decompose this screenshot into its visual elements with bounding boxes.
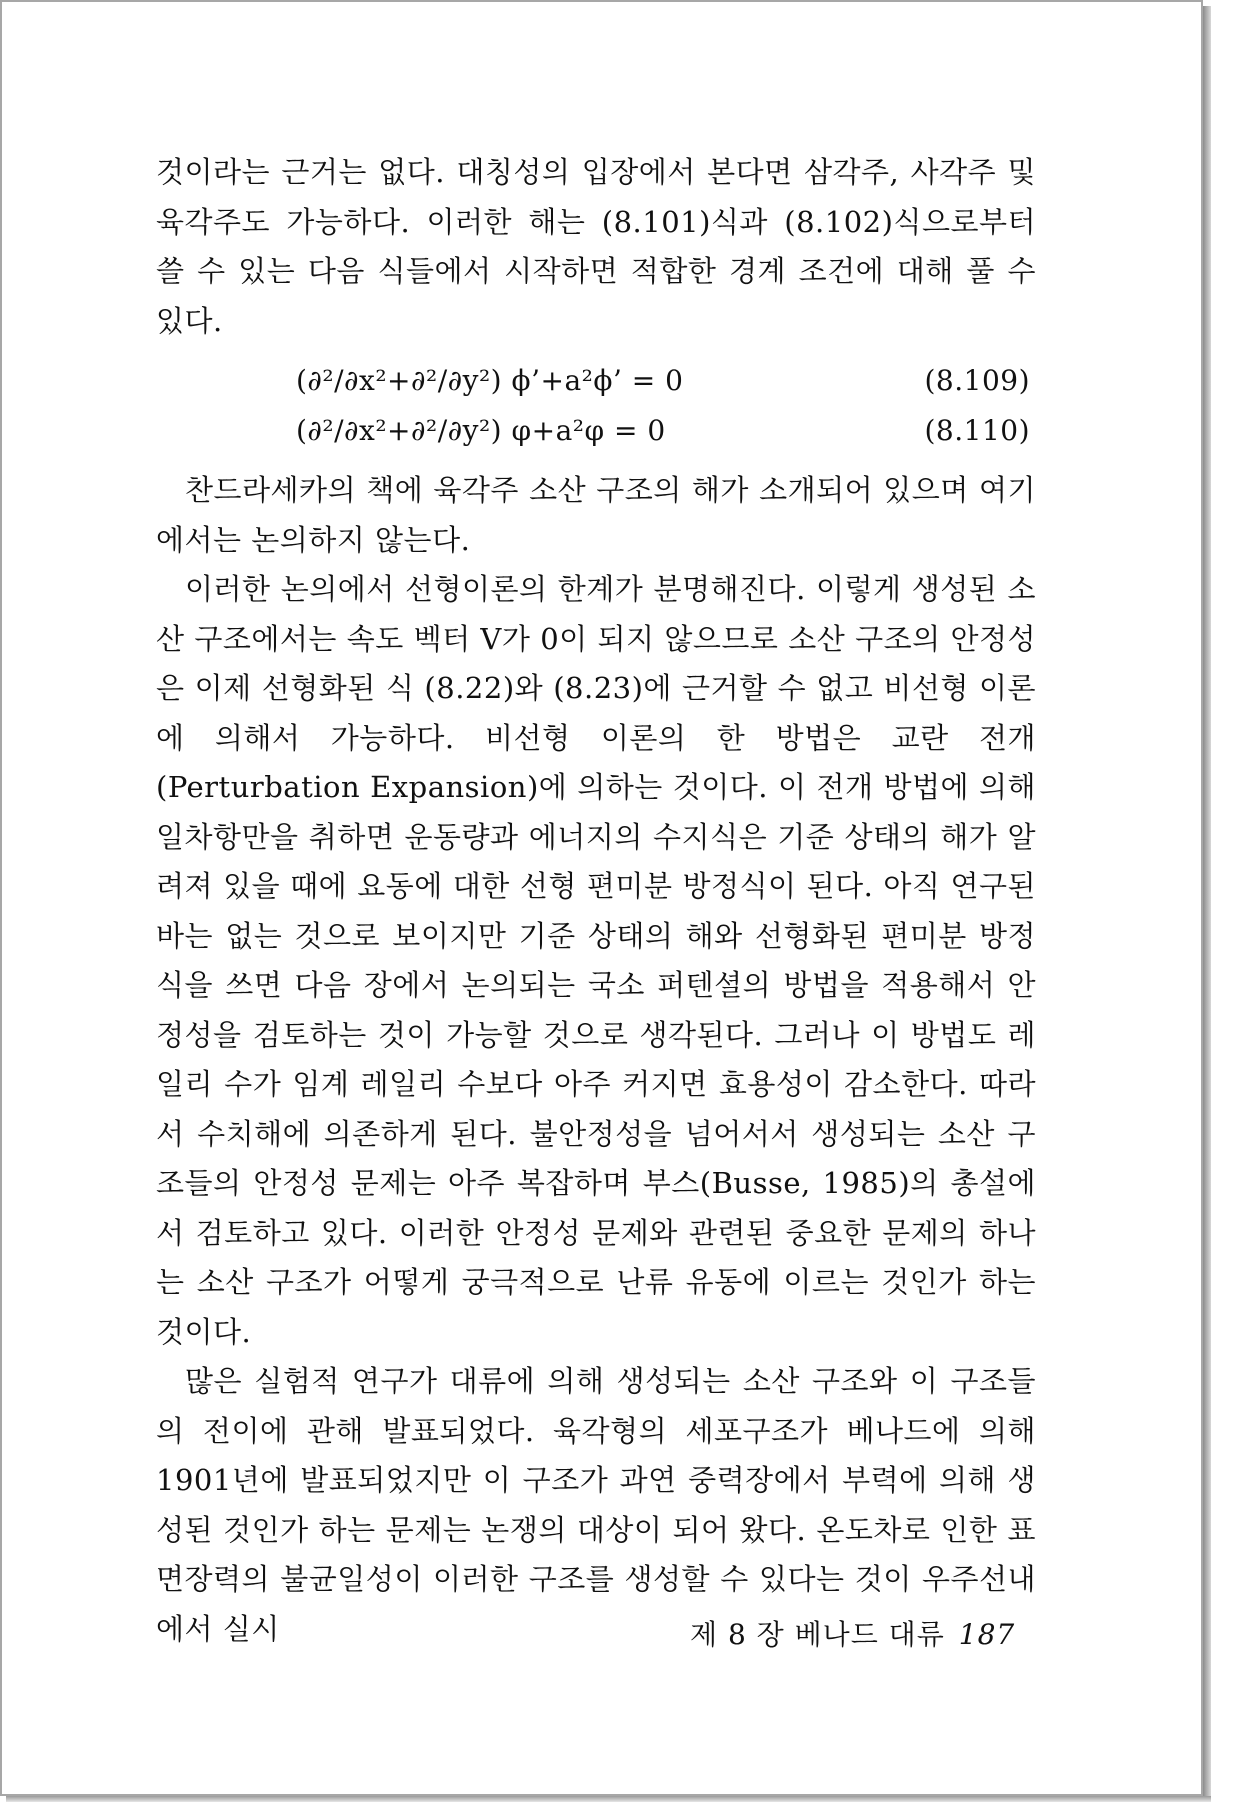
equation-number: (8.109) [924, 364, 1030, 397]
page-body [156, 148, 1036, 1654]
chapter-title: 제 8 장 베나드 대류 [690, 1618, 945, 1651]
page-number: 187 [958, 1618, 1016, 1651]
equation-formula: (∂²/∂x²+∂²/∂y²) ϕ’+a²ϕ’ = 0 [296, 364, 684, 397]
page-edge-shadow-right [1203, 6, 1211, 1798]
paragraph-3: 이러한 논의에서 선형이론의 한계가 분명해진다. 이렇게 생성된 소산 구조에서는 속도 벡터 V가 0이 되지 않으므로 소산 구조의 안정성은 이제 선형화된 식 (8.22)와 (8.23)에 근거할 수 없고 비선형 이론에 의해서 가능하다. 비선형 이론의 한 방법은 교란 전개(Perturbation Expansion)에 의하는 것이다. 이 전개 방법에 의해 일차항만을 취하면 운동량과 에너지의 수지식은 기준 상태의 해가 알려져 있을 때에 요동에 대한 선형 편미분 방정식이 된다. 아직 연구된 바는 없는 것으로 보이지만 기준 상태의 해와 선형화된 편미분 방정식을 쓰면 다음 장에서 논의되는 국소 퍼텐셜의 방법을 적용해서 안정성을 검토하는 것이 가능할 것으로 생각된다. 그러나 이 방법도 레일리 수가 임계 레일리 수보다 아주 커지면 효용성이 감소한다. 따라서 수치해에 의존하게 된다. 불안정성을 넘어서서 생성되는 소산 구조들의 안정성 문제는 아주 복잡하며 부스(Busse, 1985)의 총설에서 검토하고 있다. 이러한 안정성 문제와 관련된 중요한 문제의 하나는 소산 구조가 어떻게 궁극적으로 난류 유동에 이르는 것인가 하는 것이다. [156, 572, 1036, 1349]
equation-8-109 [156, 356, 1036, 406]
equation-block [156, 356, 1036, 456]
running-footer [690, 1617, 1020, 1653]
equation-8-110 [156, 406, 1036, 456]
equation-formula: (∂²/∂x²+∂²/∂y²) φ+a²φ = 0 [296, 414, 666, 447]
paragraph-4: 많은 실험적 연구가 대류에 의해 생성되는 소산 구조와 이 구조들의 전이에 관해 발표되었다. 육각형의 세포구조가 베나드에 의해 1901년에 발표되었지만 이 구조가 과연 중력장에서 부력에 의해 생성된 것인가 하는 문제는 논쟁의 대상이 되어 왔다. 온도차로 인한 표면장력의 불균일성이 이러한 구조를 생성할 수 있다는 것이 우주선내에서 실시 [156, 1364, 1036, 1646]
paragraph-2: 찬드라세카의 책에 육각주 소산 구조의 해가 소개되어 있으며 여기에서는 논의하지 않는다. [156, 473, 1036, 557]
paragraph-1: 것이라는 근거는 없다. 대칭성의 입장에서 본다면 삼각주, 사각주 및 육각주도 가능하다. 이러한 해는 (8.101)식과 (8.102)식으로부터 쓸 수 있는 다음 식들에서 시작하면 적합한 경계 조건에 대해 풀 수 있다. [156, 155, 1036, 338]
equation-number: (8.110) [924, 414, 1030, 447]
page-edge-shadow-bottom [6, 1796, 1211, 1802]
